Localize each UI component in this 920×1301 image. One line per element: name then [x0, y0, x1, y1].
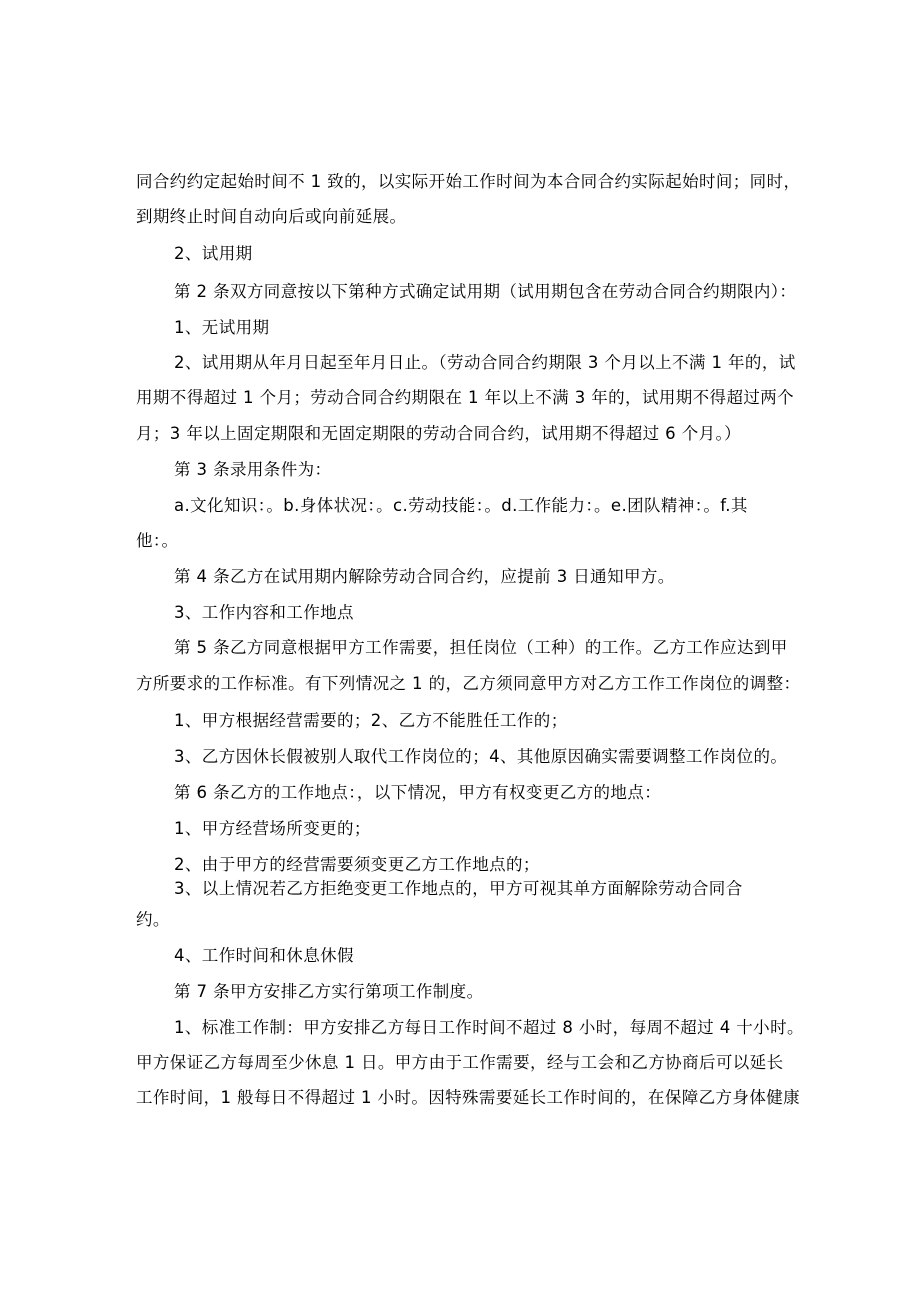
list-item: 1、无试用期 — [174, 318, 270, 337]
text-line: 甲方保证乙方每周至少休息 1 日。甲方由于工作需要，经与工会和乙方协商后可以延长 — [136, 1053, 784, 1072]
list-item: 1、甲方经营场所变更的； — [174, 819, 371, 838]
text-line: 月；3 年以上固定期限和无固定期限的劳动合同合约，试用期不得超过 6 个月。） — [136, 424, 742, 443]
text-line: 第 2 条双方同意按以下第种方式确定试用期（试用期包含在劳动合同合约期限内）： — [174, 282, 797, 301]
list-item: 2、试用期从年月日起至年月日止。（劳动合同合约期限 3 个月以上不满 1 年的，试 — [174, 353, 796, 372]
section-heading: 2、试用期 — [174, 244, 253, 263]
text-line: 第 4 条乙方在试用期内解除劳动合同合约，应提前 3 日通知甲方。 — [174, 567, 675, 586]
text-line: 他：。 — [136, 531, 179, 550]
text-line: 第 3 条录用条件为： — [174, 460, 332, 479]
list-item: 1、标准工作制：甲方安排乙方每日工作时间不超过 8 小时，每周不超过 4 十小时。 — [174, 1018, 804, 1037]
list-item: 2、由于甲方的经营需要须变更乙方工作地点的； — [174, 855, 540, 874]
text-line: 第 7 条甲方安排乙方实行第项工作制度。 — [174, 982, 484, 1001]
list-item: 3、以上情况若乙方拒绝变更工作地点的，甲方可视其单方面解除劳动合同合 — [174, 879, 743, 898]
text-line: 方所要求的工作标准。有下列情况之 1 的，乙方须同意甲方对乙方工作工作岗位的调整： — [136, 674, 801, 693]
section-heading: 3、工作内容和工作地点 — [174, 603, 354, 622]
text-line: 同合约约定起始时间不 1 致的，以实际开始工作时间为本合同合约实际起始时间；同时， — [136, 172, 801, 191]
section-heading: 4、工作时间和休息休假 — [174, 946, 354, 965]
text-line: 工作时间，1 般每日不得超过 1 小时。因特殊需要延长工作时间的，在保障乙方身体健康 — [136, 1088, 801, 1107]
text-line: 用期不得超过 1 个月；劳动合同合约期限在 1 年以上不满 3 年的，试用期不得超过两个 — [136, 388, 795, 407]
list-item: 3、乙方因休长假被别人取代工作岗位的；4、其他原因确实需要调整工作岗位的。 — [174, 747, 788, 766]
text-line: 约。 — [136, 910, 170, 929]
text-line: 第 6 条乙方的工作地点：，以下情况，甲方有权变更乙方的地点： — [174, 783, 662, 802]
list-item: 1、甲方根据经营需要的；2、乙方不能胜任工作的； — [174, 711, 568, 730]
text-line: 第 5 条乙方同意根据甲方工作需要，担任岗位（工种）的工作。乙方工作应达到甲 — [174, 638, 788, 657]
text-line: 到期终止时间自动向后或向前延展。 — [136, 207, 407, 226]
text-line: a.文化知识：。b.身体状况：。c.劳动技能：。d.工作能力：。e.团队精神：。f.其 — [174, 496, 748, 515]
